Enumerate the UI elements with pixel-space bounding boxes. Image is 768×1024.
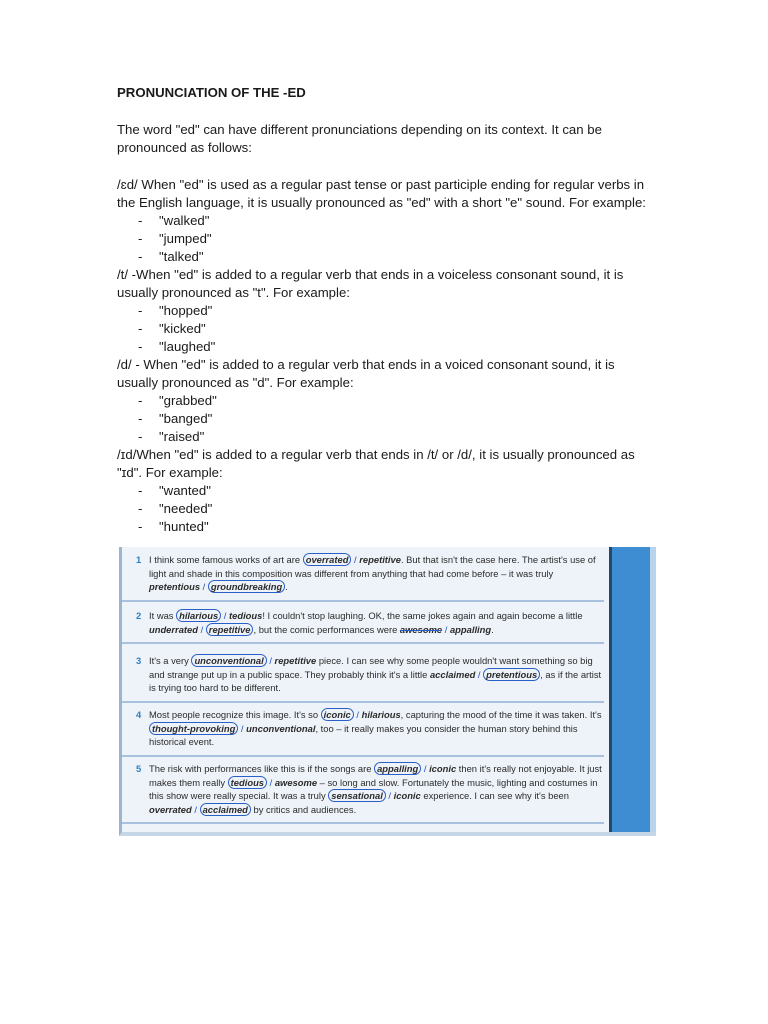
bullet-dash: - (138, 339, 143, 354)
exercise-sentence: . But that isn't the case here. The artist's use of light and shade in this composition was different from anything that had come before – it was truly (149, 554, 596, 579)
example-word: "kicked" (159, 321, 206, 336)
exercise-sentence: . (285, 581, 288, 592)
exercise-text (149, 708, 604, 755)
section-3-text: /d/ - When "ed" is added to a regular verb that ends in a voiced consonant sound, it is usually pronounced as "d". For example: (117, 357, 615, 390)
section-4-text: /ɪd/When "ed" is added to a regular verb that ends in /t/ or /d/, it is usually pronounced as "ɪd". For example: (117, 447, 635, 480)
document-title: PRONUNCIATION OF THE -ED (117, 85, 306, 100)
circled-answer: groundbreaking (208, 580, 285, 593)
exercise-item-5 (122, 756, 604, 824)
answer-option: tedious (229, 610, 263, 621)
exercise-sentence: , too – it really makes you consider the human story behind this historical event. (149, 722, 578, 747)
exercise-sentence: by critics and audiences. (250, 803, 357, 815)
example-item (117, 392, 657, 410)
answer-option: iconic (393, 790, 421, 801)
bullet-dash: - (138, 249, 143, 264)
example-item (117, 518, 657, 536)
circled-answer: thought-provoking (149, 722, 238, 735)
circled-answer: unconventional (191, 654, 266, 667)
exercise-text (149, 762, 604, 822)
exercise-sentence: ! I couldn't stop laughing. OK, the same jokes again and again become a little (262, 610, 583, 621)
example-word: "grabbed" (159, 393, 217, 408)
exercise-number: 1 (136, 554, 142, 565)
exercise-number: 2 (136, 610, 142, 621)
section-3-examples (117, 392, 657, 446)
option-separator: / (238, 722, 247, 734)
option-separator: / (421, 763, 430, 774)
exercise-sentence: – so long and slow. Fortunately the music, lighting and costumes in this show were really special. It was a truly (149, 776, 598, 801)
answer-option: appalling (449, 623, 492, 635)
example-item (117, 482, 657, 500)
bullet-dash: - (138, 321, 143, 336)
example-word: "raised" (159, 429, 205, 444)
exercise-sentence: I think some famous works of art are (149, 554, 303, 565)
section-4-examples (117, 482, 657, 536)
bullet-dash: - (138, 429, 143, 444)
answer-option: overrated (149, 803, 192, 815)
example-word: "talked" (159, 249, 204, 264)
exercise-sentence: piece. I can see why some people wouldn't want something so big and strange put up in a public space. They probably think it's a little (149, 655, 593, 680)
answer-option: acclaimed (429, 668, 476, 680)
exercise-sentence: . (491, 623, 494, 635)
circled-answer: overrated (303, 553, 352, 566)
exercise-sentence: It was (149, 610, 177, 621)
section-1-examples (117, 212, 657, 266)
exercise-sentence: The risk with performances like this is if the songs are (149, 763, 375, 774)
exercise-sidebar-decoration (609, 547, 656, 832)
bullet-dash: - (138, 213, 143, 228)
example-item (117, 428, 657, 446)
intro-paragraph: The word "ed" can have different pronunciations depending on its context. It can be pronounced as follows: (117, 122, 602, 155)
option-separator: / (442, 623, 450, 635)
answer-option: awesome (274, 776, 318, 788)
option-separator: / (221, 610, 229, 621)
bullet-dash: - (138, 501, 143, 516)
example-item (117, 500, 657, 518)
example-item (117, 248, 657, 266)
exercise-sentence: , as if the artist is trying too hard to be different. (149, 668, 602, 693)
answer-option: repetitive (359, 554, 401, 565)
option-separator: / (267, 776, 275, 788)
bullet-dash: - (138, 519, 143, 534)
circled-answer: appalling (374, 762, 421, 775)
answer-option: hilarious (361, 709, 401, 720)
option-separator: / (475, 668, 484, 680)
pronunciation-sections (117, 176, 657, 536)
answer-option: pretentious (149, 581, 201, 592)
exercise-item-1 (122, 547, 604, 602)
answer-option: awesome (399, 623, 443, 635)
exercise-text (149, 553, 604, 600)
option-separator: / (351, 554, 360, 565)
exercise-number: 3 (136, 655, 142, 666)
exercise-number: 5 (136, 763, 142, 774)
option-separator: / (266, 655, 275, 666)
bullet-dash: - (138, 231, 143, 246)
sidebar-strip (650, 547, 656, 832)
circled-answer: sensational (328, 789, 386, 802)
example-word: "walked" (159, 213, 210, 228)
option-separator: / (191, 803, 200, 815)
bullet-dash: - (138, 411, 143, 426)
exercise-item-3 (122, 648, 604, 703)
example-item (117, 302, 657, 320)
example-word: "laughed" (159, 339, 216, 354)
exercise-sentence: experience. I can see why it's been (420, 790, 569, 801)
example-item (117, 320, 657, 338)
option-separator: / (197, 623, 206, 635)
example-item (117, 338, 657, 356)
exercise-sentence: Most people recognize this image. It's so (149, 709, 321, 720)
section-2-examples (117, 302, 657, 356)
bullet-dash: - (138, 483, 143, 498)
exercise-text (149, 654, 604, 701)
example-item (117, 410, 657, 428)
section-1-text: /ɛd/ When "ed" is used as a regular past tense or past participle ending for regular verbs in the English language, it is usually pronounced as "ed" with a short "e" sound. For example: (117, 177, 646, 210)
section-2-text: /t/ -When "ed" is added to a regular verb that ends in a voiceless consonant sound, it is usually pronounced as "t". For example: (117, 267, 624, 300)
exercise-item-4 (122, 702, 604, 757)
exercise-text (149, 609, 604, 642)
example-word: "needed" (159, 501, 213, 516)
exercise-sentence: It's a very (149, 655, 192, 666)
bullet-dash: - (138, 303, 143, 318)
circled-answer: tedious (228, 776, 267, 789)
exercise-item-2 (122, 603, 604, 644)
answer-option: unconventional (246, 722, 316, 734)
example-word: "hopped" (159, 303, 213, 318)
exercise-number: 4 (136, 709, 142, 720)
option-separator: / (385, 790, 394, 801)
circled-answer: pretentious (483, 668, 540, 681)
option-separator: / (200, 581, 208, 592)
exercise-sentence: , capturing the mood of the time it was taken. It's (400, 709, 602, 720)
example-word: "wanted" (159, 483, 211, 498)
exercise-sentence: , but the comic performances were (253, 623, 400, 635)
option-separator: / (353, 709, 362, 720)
answer-option: iconic (429, 763, 457, 774)
document-body (117, 84, 657, 536)
answer-option: repetitive (274, 655, 317, 666)
example-word: "hunted" (159, 519, 209, 534)
circled-answer: acclaimed (200, 803, 251, 816)
example-item (117, 230, 657, 248)
exercise-sentence: then it's really not enjoyable. It just makes them really (149, 763, 602, 788)
example-word: "jumped" (159, 231, 212, 246)
circled-answer: repetitive (206, 623, 254, 636)
example-word: "banged" (159, 411, 213, 426)
circled-answer: hilarious (176, 609, 221, 622)
answer-option: underrated (149, 623, 198, 635)
circled-answer: iconic (321, 708, 354, 721)
bullet-dash: - (138, 393, 143, 408)
example-item (117, 212, 657, 230)
exercise-image (119, 547, 656, 836)
